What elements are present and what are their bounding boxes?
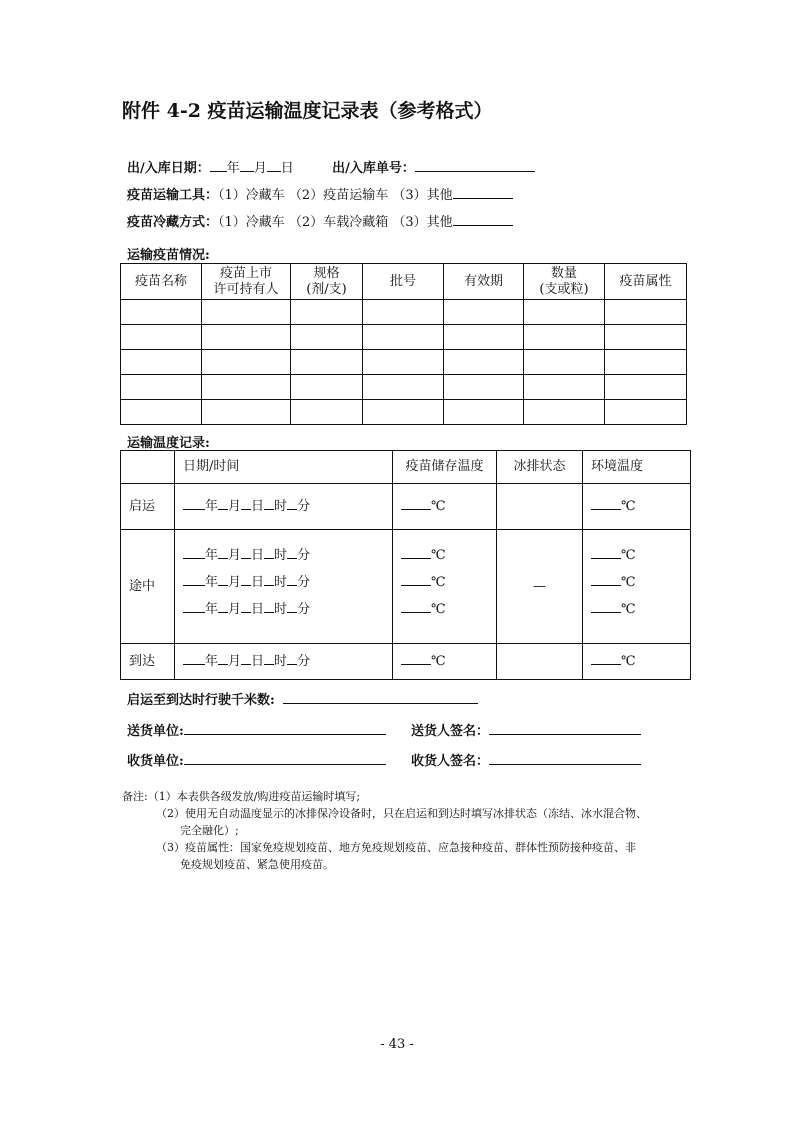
temperature-entry[interactable] (401, 596, 496, 623)
hour-unit-label: 时 (274, 548, 288, 563)
datetime-entry[interactable] (183, 493, 392, 520)
celsius-unit: ℃ (621, 602, 636, 617)
day-blank[interactable] (241, 497, 251, 510)
temp-section-label: 运输温度记录: (127, 436, 210, 451)
vaccine-cell[interactable] (444, 325, 524, 350)
hour-unit-label: 时 (274, 499, 288, 514)
vaccine-header-cell (202, 264, 291, 300)
temperature-blank[interactable] (401, 600, 431, 613)
day-unit-label: 日 (251, 602, 265, 617)
storage-method-line (127, 211, 513, 230)
distance-line (127, 689, 478, 708)
day-unit-label: 日 (251, 654, 265, 669)
year-unit-label: 年 (205, 575, 219, 590)
transport-label: 疫苗运输工具： (127, 188, 219, 203)
hour-unit-label: 时 (274, 575, 288, 590)
day-unit-label: 日 (251, 499, 265, 514)
minute-blank[interactable] (287, 652, 297, 665)
date-label: 出/入库日期： (127, 161, 210, 176)
temp-row-arrive (121, 644, 691, 680)
temp-header-ice-status: 冰排状态 (497, 451, 583, 484)
arrive-env-temp-cell[interactable] (583, 644, 691, 680)
storage-options: （1）冷藏车 （2）车载冷藏箱 （3）其他 (218, 215, 453, 230)
year-label: 年 (226, 161, 240, 176)
vaccine-cell[interactable] (363, 375, 444, 400)
vaccine-header-text: 有效期 (463, 273, 503, 289)
sender-sign-label: 送货人签名： (411, 724, 490, 739)
stage-start-label: 启运 (121, 484, 175, 530)
minute-unit-label: 分 (297, 575, 311, 590)
temperature-blank[interactable] (401, 573, 431, 586)
vaccine-header-cell (524, 264, 605, 300)
transit-ice-dash: — (497, 530, 583, 644)
year-unit-label: 年 (205, 499, 219, 514)
temperature-entry[interactable] (591, 569, 690, 596)
receiver-unit-field[interactable] (184, 752, 386, 765)
vaccine-cell[interactable] (363, 350, 444, 375)
temperature-entry[interactable] (591, 596, 690, 623)
datetime-entry[interactable] (183, 569, 392, 596)
vaccine-cell[interactable] (121, 350, 202, 375)
receiver-sign-label: 收货人签名： (411, 754, 490, 769)
vaccine-cell[interactable] (444, 350, 524, 375)
day-blank[interactable] (241, 573, 251, 586)
transit-env-temp-cell[interactable] (583, 530, 691, 644)
year-blank[interactable] (183, 497, 205, 510)
note-3a: （3）疫苗属性：国家免疫规划疫苗、地方免疫规划疫苗、应急接种疫苗、群体性预防接种疫苗、非 (156, 841, 636, 854)
celsius-unit: ℃ (621, 654, 636, 669)
transit-datetime-cell[interactable] (175, 530, 393, 644)
vaccine-row (121, 350, 687, 375)
date-order-line (127, 157, 535, 176)
hour-unit-label: 时 (274, 654, 288, 669)
vaccine-section-label: 运输疫苗情况: (127, 248, 210, 263)
hour-unit-label: 时 (274, 602, 288, 617)
month-blank[interactable] (218, 600, 228, 613)
note-2a: （2）使用无自动温度显示的冰排保冷设备时，只在启运和到达时填写冰排状态（冻结、冰水混合物、 (156, 807, 647, 820)
distance-field[interactable] (283, 691, 478, 704)
storage-label: 疫苗冷藏方式： (127, 215, 219, 230)
vaccine-header-row (121, 264, 687, 300)
vaccine-row (121, 325, 687, 350)
temp-table (120, 450, 691, 680)
month-label: 月 (253, 161, 267, 176)
receiver-sign-field[interactable] (489, 752, 641, 765)
vaccine-header-text: 规格 (313, 265, 340, 281)
vaccine-row (121, 375, 687, 400)
order-number-field[interactable] (415, 159, 535, 172)
month-unit-label: 月 (228, 575, 242, 590)
temperature-entry[interactable] (591, 542, 690, 569)
vaccine-cell[interactable] (202, 350, 291, 375)
sender-unit-label: 送货单位: (127, 724, 184, 739)
month-blank[interactable] (240, 159, 254, 172)
year-unit-label: 年 (205, 548, 219, 563)
start-env-temp-cell[interactable] (583, 484, 691, 530)
day-blank[interactable] (241, 546, 251, 559)
receiver-line (127, 750, 386, 769)
year-blank[interactable] (183, 546, 205, 559)
vaccine-cell[interactable] (291, 300, 363, 325)
vaccine-cell[interactable] (444, 400, 524, 425)
celsius-unit: ℃ (431, 499, 446, 514)
temperature-blank[interactable] (591, 546, 621, 559)
minute-unit-label: 分 (297, 602, 311, 617)
vaccine-cell[interactable] (202, 400, 291, 425)
celsius-unit: ℃ (621, 548, 636, 563)
transport-tool-line (127, 184, 513, 203)
temperature-blank[interactable] (401, 497, 431, 510)
temperature-blank[interactable] (591, 652, 621, 665)
page-title: 附件 4-2 疫苗运输温度记录表（参考格式） (122, 100, 493, 122)
celsius-unit: ℃ (431, 575, 446, 590)
celsius-unit: ℃ (621, 575, 636, 590)
vaccine-cell[interactable] (121, 375, 202, 400)
day-unit-label: 日 (251, 575, 265, 590)
celsius-unit: ℃ (431, 548, 446, 563)
vaccine-cell[interactable] (605, 400, 687, 425)
vaccine-table (120, 263, 687, 425)
vaccine-cell[interactable] (363, 300, 444, 325)
note-3b: 免疫规划疫苗、紧急使用疫苗。 (180, 858, 334, 871)
vaccine-header-text: (支或粒) (539, 281, 589, 297)
sender-unit-field[interactable] (184, 722, 386, 735)
temp-header-env-temp: 环境温度 (583, 451, 691, 484)
celsius-unit: ℃ (621, 499, 636, 514)
start-ice-status-cell[interactable] (497, 484, 583, 530)
vaccine-header-cell (121, 264, 202, 300)
arrive-ice-status-cell[interactable] (497, 644, 583, 680)
day-blank[interactable] (267, 159, 281, 172)
celsius-unit: ℃ (431, 654, 446, 669)
temp-header-datetime: 日期/时间 (175, 451, 393, 484)
vaccine-cell[interactable] (605, 350, 687, 375)
vaccine-cell[interactable] (291, 375, 363, 400)
month-unit-label: 月 (228, 654, 242, 669)
hour-blank[interactable] (264, 652, 274, 665)
month-blank[interactable] (218, 652, 228, 665)
sender-sign-field[interactable] (489, 722, 641, 735)
year-blank[interactable] (183, 600, 205, 613)
arrive-datetime-cell[interactable] (175, 644, 393, 680)
temperature-blank[interactable] (591, 497, 621, 510)
page-number: - 43 - (380, 1037, 414, 1052)
day-label: 日 (280, 161, 294, 176)
minute-unit-label: 分 (297, 548, 311, 563)
year-blank[interactable] (183, 573, 205, 586)
stage-transit-label: 途中 (121, 530, 175, 644)
temp-row-start (121, 484, 691, 530)
vaccine-cell[interactable] (524, 350, 605, 375)
hour-blank[interactable] (264, 573, 274, 586)
temp-header-vaccine-temp: 疫苗储存温度 (393, 451, 497, 484)
vaccine-cell[interactable] (291, 325, 363, 350)
temperature-entry[interactable] (401, 542, 496, 569)
storage-other-field[interactable] (453, 213, 513, 226)
year-unit-label: 年 (205, 654, 219, 669)
receiver-sign-line (411, 750, 641, 769)
vaccine-header-cell (291, 264, 363, 300)
temperature-entry[interactable] (591, 648, 690, 675)
note-2b: 完全融化）; (180, 824, 239, 837)
vaccine-header-cell (605, 264, 687, 300)
minute-blank[interactable] (287, 573, 297, 586)
temperature-entry[interactable] (401, 569, 496, 596)
vaccine-cell[interactable] (121, 325, 202, 350)
minute-blank[interactable] (287, 497, 297, 510)
temperature-entry[interactable] (401, 493, 496, 520)
vaccine-cell[interactable] (291, 350, 363, 375)
day-unit-label: 日 (251, 548, 265, 563)
celsius-unit: ℃ (431, 602, 446, 617)
temperature-blank[interactable] (401, 546, 431, 559)
month-unit-label: 月 (228, 499, 242, 514)
month-blank[interactable] (218, 573, 228, 586)
vaccine-cell[interactable] (291, 400, 363, 425)
temp-header-row (121, 451, 691, 484)
temperature-blank[interactable] (591, 600, 621, 613)
vaccine-cell[interactable] (524, 375, 605, 400)
transit-vaccine-temp-cell[interactable] (393, 530, 497, 644)
month-unit-label: 月 (228, 602, 242, 617)
datetime-entry[interactable] (183, 542, 392, 569)
temperature-entry[interactable] (591, 493, 690, 520)
hour-blank[interactable] (264, 497, 274, 510)
vaccine-header-text: (剂/支) (306, 281, 347, 297)
temperature-blank[interactable] (401, 652, 431, 665)
temperature-blank[interactable] (591, 573, 621, 586)
vaccine-cell[interactable] (444, 300, 524, 325)
vaccine-row (121, 400, 687, 425)
vaccine-header-cell (444, 264, 524, 300)
start-vaccine-temp-cell[interactable] (393, 484, 497, 530)
vaccine-header-text: 疫苗名称 (134, 273, 187, 289)
month-unit-label: 月 (228, 548, 242, 563)
vaccine-cell[interactable] (363, 325, 444, 350)
year-unit-label: 年 (205, 602, 219, 617)
vaccine-header-text: 许可持有人 (213, 281, 279, 297)
vaccine-cell[interactable] (121, 400, 202, 425)
minute-blank[interactable] (287, 600, 297, 613)
vaccine-cell[interactable] (524, 300, 605, 325)
minute-blank[interactable] (287, 546, 297, 559)
distance-label: 启运至到达时行驶千米数: (127, 693, 275, 708)
temperature-entry[interactable] (401, 648, 496, 675)
arrive-vaccine-temp-cell[interactable] (393, 644, 497, 680)
notes-block (122, 788, 647, 873)
vaccine-cell[interactable] (605, 325, 687, 350)
hour-blank[interactable] (264, 546, 274, 559)
notes-lead: 备注: (122, 790, 148, 803)
vaccine-header-text: 数量 (550, 265, 577, 281)
vaccine-cell[interactable] (524, 400, 605, 425)
vaccine-header-text: 疫苗上市 (219, 265, 272, 281)
vaccine-header-cell (363, 264, 444, 300)
month-blank[interactable] (218, 497, 228, 510)
stage-arrive-label: 到达 (121, 644, 175, 680)
transport-other-field[interactable] (453, 186, 513, 199)
minute-unit-label: 分 (297, 654, 311, 669)
vaccine-row (121, 300, 687, 325)
start-datetime-cell[interactable] (175, 484, 393, 530)
vaccine-header-text: 批号 (389, 273, 416, 289)
vaccine-cell[interactable] (605, 375, 687, 400)
day-blank[interactable] (241, 652, 251, 665)
vaccine-cell[interactable] (605, 300, 687, 325)
temp-row-transit (121, 530, 691, 644)
month-blank[interactable] (218, 546, 228, 559)
year-blank[interactable] (183, 652, 205, 665)
temp-header-blank (121, 451, 175, 484)
day-blank[interactable] (241, 600, 251, 613)
note-1: （1）本表供各级发放/购进疫苗运输时填写; (147, 790, 361, 803)
vaccine-cell[interactable] (121, 300, 202, 325)
vaccine-cell[interactable] (202, 375, 291, 400)
sender-line (127, 720, 386, 739)
vaccine-cell[interactable] (202, 325, 291, 350)
transport-options: （1）冷藏车 （2）疫苗运输车 （3）其他 (218, 188, 453, 203)
datetime-entry[interactable] (183, 596, 392, 623)
minute-unit-label: 分 (297, 499, 311, 514)
sender-sign-line (411, 720, 641, 739)
receiver-unit-label: 收货单位: (127, 754, 184, 769)
vaccine-cell[interactable] (363, 400, 444, 425)
vaccine-cell[interactable] (444, 375, 524, 400)
year-blank[interactable] (210, 159, 227, 172)
hour-blank[interactable] (264, 600, 274, 613)
vaccine-cell[interactable] (524, 325, 605, 350)
datetime-entry[interactable] (183, 648, 392, 675)
vaccine-cell[interactable] (202, 300, 291, 325)
order-label: 出/入库单号： (332, 161, 415, 176)
vaccine-header-text: 疫苗属性 (619, 273, 672, 289)
